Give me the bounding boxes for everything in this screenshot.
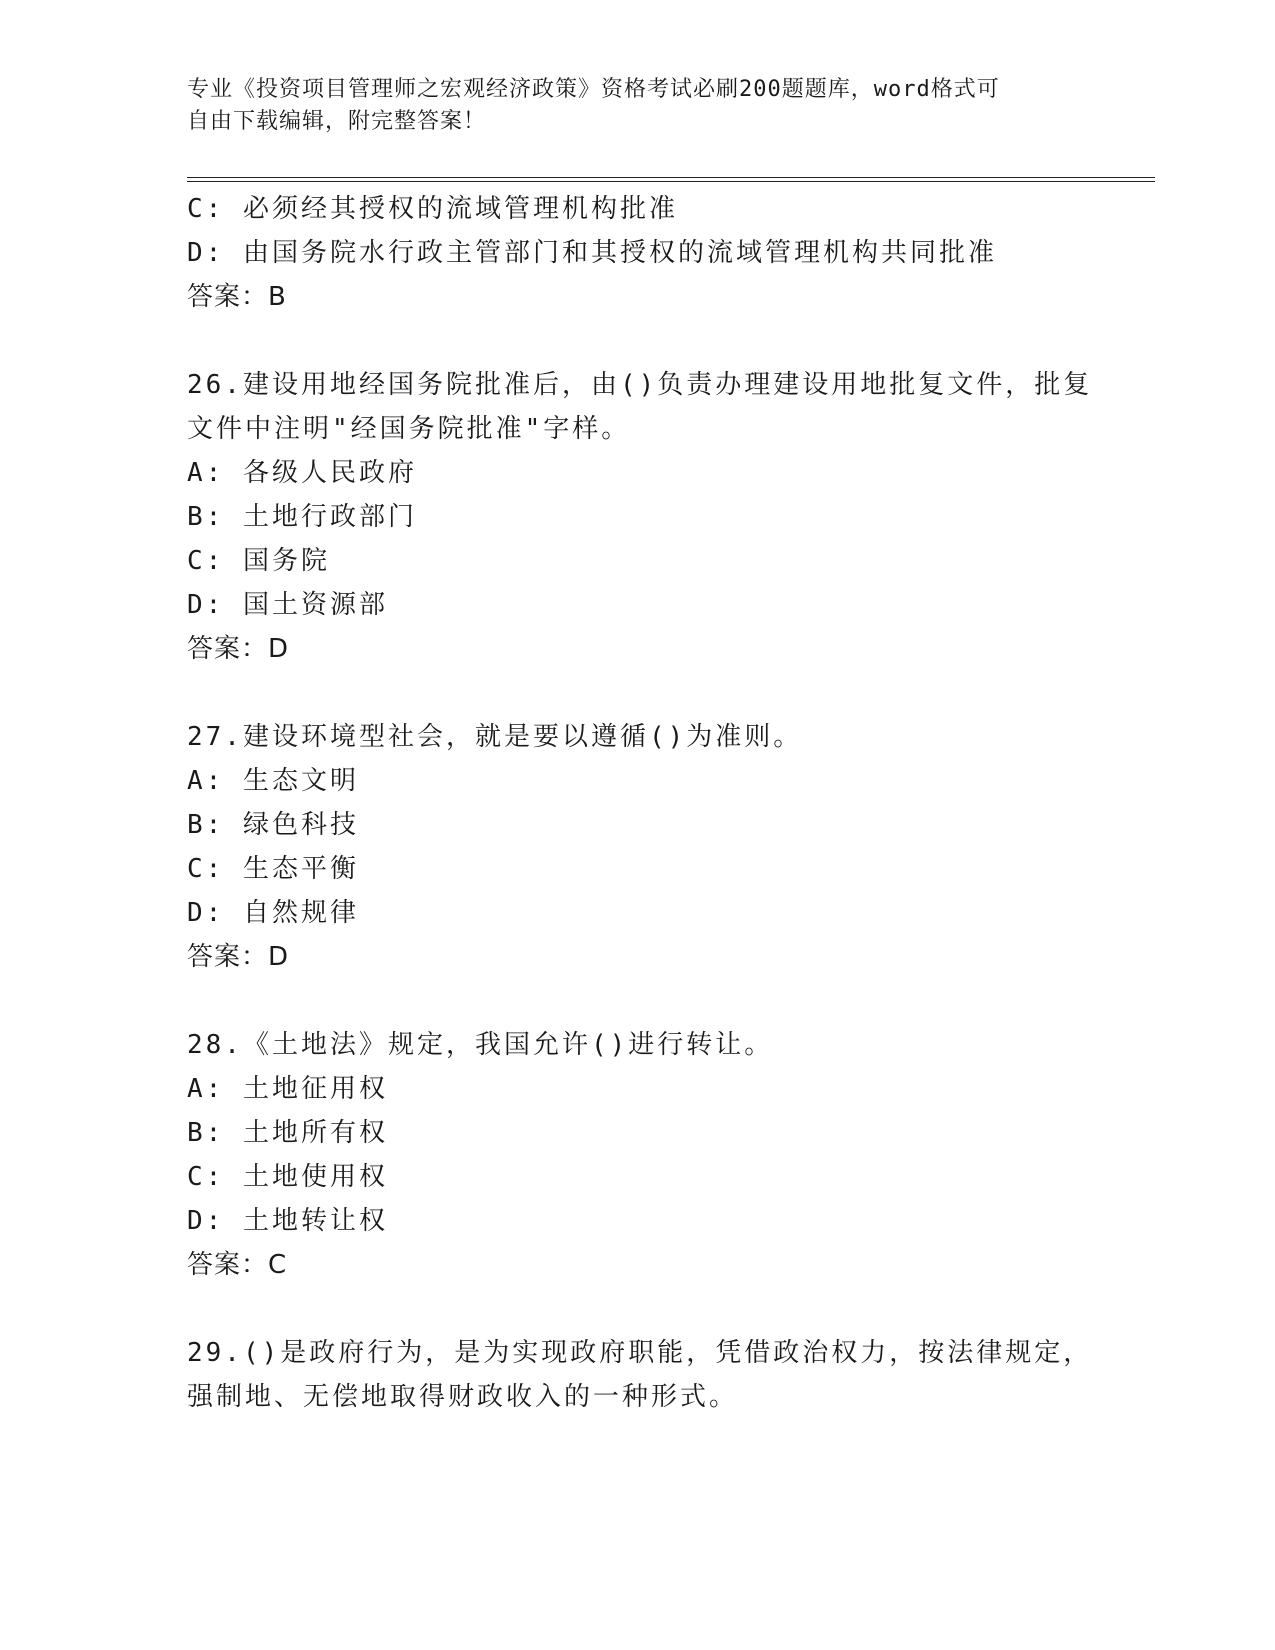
option-c: C: 生态平衡 — [187, 854, 359, 884]
answer-label: 答案：D — [187, 634, 290, 664]
option-d: D: 国土资源部 — [187, 590, 388, 620]
header-line-1: 专业《投资项目管理师之宏观经济政策》资格考试必刷200题题库，word格式可 — [187, 77, 1000, 102]
option-a: A: 生态文明 — [187, 766, 359, 796]
question-stem: 26.建设用地经国务院批准后，由()负责办理建设用地批复文件，批复 — [187, 370, 1093, 400]
option-d: D: 由国务院水行政主管部门和其授权的流域管理机构共同批准 — [187, 238, 997, 268]
option-a: A: 各级人民政府 — [187, 458, 417, 488]
header-divider-top — [187, 177, 1155, 178]
question-stem: 27.建设环境型社会，就是要以遵循()为准则。 — [187, 722, 803, 752]
option-a: A: 土地征用权 — [187, 1074, 388, 1104]
option-b: B: 土地行政部门 — [187, 502, 417, 532]
answer-label: 答案：B — [187, 282, 287, 312]
question-stem: 28.《土地法》规定，我国允许()进行转让。 — [187, 1030, 774, 1060]
option-c: C: 必须经其授权的流域管理机构批准 — [187, 194, 678, 224]
option-c: C: 土地使用权 — [187, 1162, 388, 1192]
option-d: D: 自然规律 — [187, 898, 359, 928]
header-line-2: 自由下载编辑，附完整答案！ — [187, 109, 487, 134]
option-b: B: 绿色科技 — [187, 810, 359, 840]
question-stem-continued: 强制地、无偿地取得财政收入的一种形式。 — [187, 1382, 739, 1412]
option-b: B: 土地所有权 — [187, 1118, 388, 1148]
question-stem: 29.()是政府行为，是为实现政府职能，凭借政治权力，按法律规定， — [187, 1338, 1093, 1368]
header-text — [187, 74, 1067, 138]
option-c: C: 国务院 — [187, 546, 330, 576]
answer-label: 答案：C — [187, 1250, 288, 1280]
option-d: D: 土地转让权 — [187, 1206, 388, 1236]
header-divider-bottom — [187, 181, 1155, 182]
question-stem-continued: 文件中注明"经国务院批准"字样。 — [187, 414, 631, 444]
answer-label: 答案：D — [187, 942, 290, 972]
